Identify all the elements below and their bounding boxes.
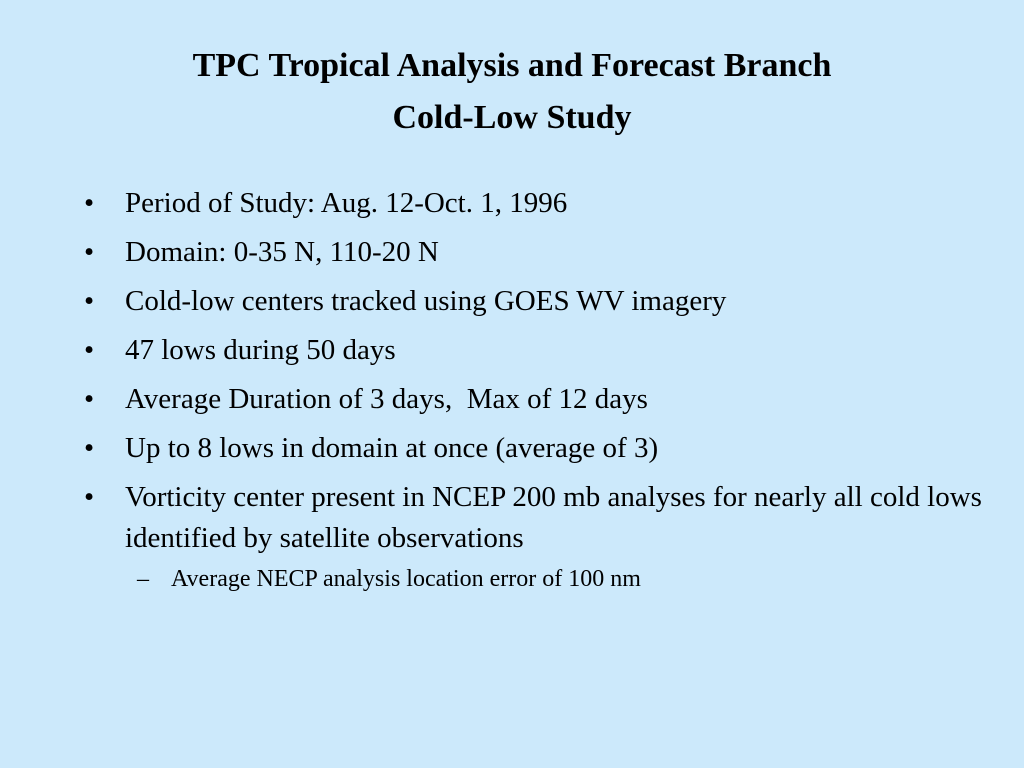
title-line-1: TPC Tropical Analysis and Forecast Branch: [192, 47, 832, 84]
bullet-mark: •: [84, 285, 95, 317]
bullet-text: Cold-low centers tracked using GOES WV imagery: [125, 285, 727, 317]
bullet-item: [82, 330, 982, 371]
bullet-text: Vorticity center present in NCEP 200 mb analyses for nearly all cold lows identified by satellite observations: [125, 481, 982, 554]
bullet-list: [82, 183, 982, 597]
bullet-mark: •: [84, 432, 95, 464]
title-line-2: Cold-Low Study: [392, 99, 632, 136]
bullet-mark: •: [84, 481, 95, 513]
bullet-mark: •: [84, 187, 95, 219]
bullet-mark: •: [84, 334, 95, 366]
bullet-item: [82, 428, 982, 469]
bullet-text: Period of Study: Aug. 12-Oct. 1, 1996: [125, 187, 568, 219]
bullet-mark: •: [84, 383, 95, 415]
bullet-item: [82, 183, 982, 224]
bullet-mark: •: [84, 236, 95, 268]
bullet-item: [82, 477, 982, 559]
slide-title: [0, 40, 1024, 144]
bullet-text: Up to 8 lows in domain at once (average of 3): [125, 432, 659, 464]
bullet-text: Average Duration of 3 days, Max of 12 days: [125, 383, 648, 415]
bullet-item: [82, 281, 982, 322]
sub-bullet-item: [125, 561, 982, 597]
bullet-text: 47 lows during 50 days: [125, 334, 396, 366]
sub-bullet-text: Average NECP analysis location error of 100 nm: [171, 566, 641, 592]
bullet-item: [82, 232, 982, 273]
sub-bullet-mark: –: [137, 566, 149, 592]
bullet-text: Domain: 0-35 N, 110-20 N: [125, 236, 439, 268]
bullet-item: [82, 379, 982, 420]
